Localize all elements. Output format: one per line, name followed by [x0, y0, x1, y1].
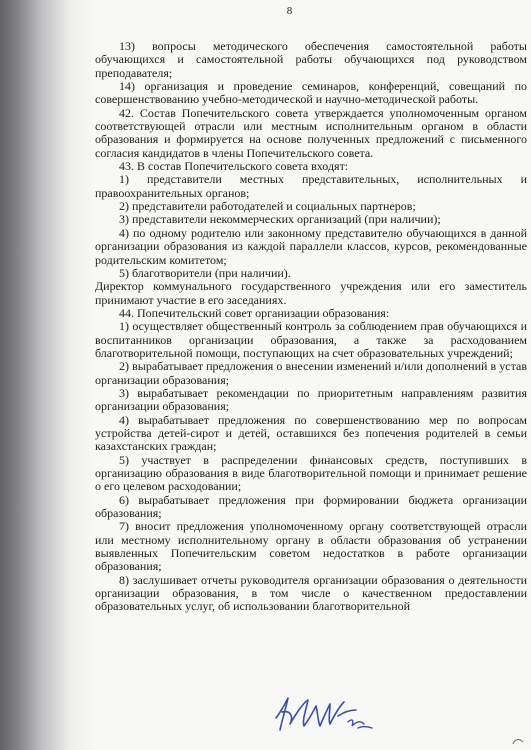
paragraph-clause-44-item-6: 6) вырабатывает предложения при формировании бюджета организации образования; [95, 492, 527, 521]
paragraph-clause-43-item-3: 3) представители некоммерческих организаций (при наличии); [119, 212, 441, 227]
handwritten-signature [268, 688, 378, 738]
paragraph-clause-44: 44. Попечительский совет организации образования: [119, 305, 390, 320]
paragraph-clause-44-item-2: 2) вырабатывает предложения о внесении изменений и/или дополнений в устав организации образования; [95, 359, 527, 387]
paragraph-clause-44-item-7: 7) вносит предложения уполномоченному органу соответствующей отрасли или местному исполнительному органу в области образования об устранении выявленных Попечительским советом недостатков в работе организации образования; [95, 519, 527, 574]
paragraph-clause-44-item-4: 4) вырабатывает предложения по совершенствованию мер по вопросам устройства детей-сирот и детей, оставшихся без попечения родителей в семьи казахстанских граждан; [95, 412, 527, 454]
scan-mark [511, 736, 525, 746]
paragraph-clause-43: 43. В состав Попечительского совета входят: [119, 159, 349, 174]
paragraph-clause-44-item-3: 3) вырабатывает рекомендации по приоритетным направлениям развития организации образования; [95, 385, 527, 414]
paragraph-director-note: Директор коммунального государственного учреждения или его заместитель принимают участие в его заседаниях. [95, 279, 527, 307]
binding-shadow [0, 0, 95, 750]
paragraph-clause-43-item-5: 5) благотворители (при наличии). [119, 265, 291, 280]
paragraph-item-14: 14) организация и проведение семинаров, конференций, совещаний по совершенствованию учебно-методической и научно-методической работы. [95, 79, 527, 107]
paragraph-clause-43-item-4: 4) по одному родителю или законному представителю обучающихся в данной организации образования из каждой параллели классов, курсов, рекомендованные родительским комитетом; [95, 225, 527, 267]
paragraph-clause-43-item-1: 1) представители местных представительных, исполнительных и правоохранительных органов; [95, 172, 527, 200]
document-body [95, 40, 527, 614]
page-number: 8 [286, 5, 293, 17]
paragraph-clause-44-item-8: 8) заслушивает отчеты руководителя организации образования о деятельности организации образования, в том числе о качественном предоставлении образовательных услуг, об использовании благотворительной [95, 572, 527, 614]
paragraph-item-13: 13) вопросы методического обеспечения самостоятельной работы обучающихся и самостоятельной работы обучающихся под руководством преподавателя; [95, 39, 527, 80]
paragraph-clause-44-item-5: 5) участвует в распределении финансовых средств, поступивших в организацию образования в виде благотворительной помощи и принимает решение о его целевом расходовании; [95, 452, 527, 494]
paragraph-clause-44-item-1: 1) осуществляет общественный контроль за соблюдением прав обучающихся и воспитанников организации образования, а также за расходованием благотворительной помощи, поступающих на счет образовательных учреждений; [95, 319, 527, 360]
paragraph-clause-42: 42. Состав Попечительского совета утверждается уполномоченным органом соответствующей отрасли или местным исполнительным органом в области образования и формируется на основе полученных предложений с письменного согласия кандидатов в члены Попечительского совета. [95, 105, 527, 160]
paragraph-clause-43-item-2: 2) представители работодателей и социальных партнеров; [119, 199, 416, 214]
